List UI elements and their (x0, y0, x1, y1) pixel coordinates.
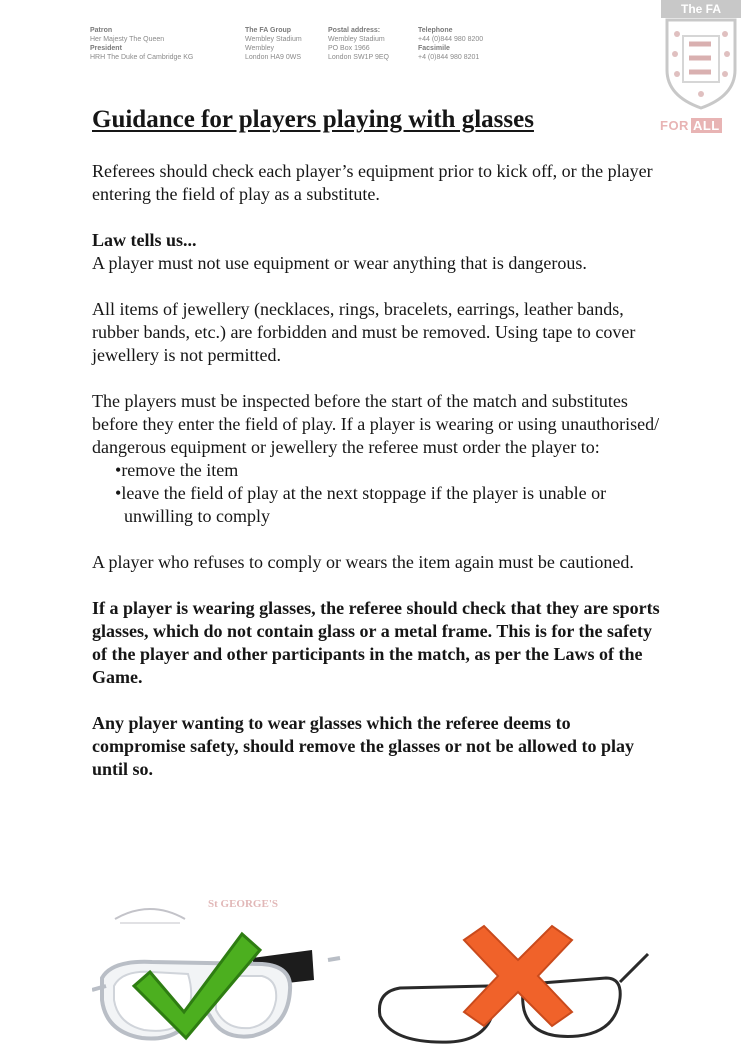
letterhead-group: The FA Group Wembley Stadium Wembley London HA9 0WS (245, 27, 302, 61)
paragraph-equipment-check: Referees should check each player’s equipment prior to kick off, or the player entering the field of play as a substitute. (92, 161, 653, 204)
paragraph-caution: A player who refuses to comply or wears the item again must be cautioned. (92, 552, 634, 572)
list-item: •remove the item (115, 460, 239, 480)
crest-label: The FA (661, 0, 741, 18)
order-list (92, 459, 662, 528)
paragraph-dangerous: A player must not use equipment or wear anything that is dangerous. (92, 253, 587, 273)
letterhead-postal: Postal address: Wembley Stadium PO Box 1966 London SW1P 9EQ (328, 27, 389, 61)
guidance-body (92, 160, 662, 781)
sports-glasses-icon (92, 920, 342, 1055)
letterhead (90, 26, 530, 78)
paragraph-sports-glasses: If a player is wearing glasses, the referee should check that they are sports glasses, which do not contain glass or a metal frame. This is for the safety of the player and other participants in the match, as per the Laws of the Game. (92, 598, 660, 687)
st-georges-logo: St GEORGE'S (208, 898, 278, 910)
for-all-logo: FOR ALL (660, 118, 720, 133)
page-title: Guidance for players playing with glasses (92, 106, 534, 133)
list-item: •leave the field of play at the next stoppage if the player is unable or unwilling to comply (115, 483, 607, 526)
paragraph-compromise-safety: Any player wanting to wear glasses which the referee deems to compromise safety, should remove the glasses or not be allowed to play until so. (92, 713, 634, 779)
letterhead-telephone: Telephone +44 (0)844 980 8200 Facsimile +4 (0)844 980 8201 (418, 27, 484, 61)
paragraph-inspection: The players must be inspected before the start of the match and substitutes before they enter the field of play. If a player is wearing or using unauthorised/ dangerous equipment or jewellery the referee must order the player to: (92, 391, 660, 457)
three-lions-crest-icon (661, 14, 741, 110)
fa-crest (661, 0, 741, 110)
paragraph-jewellery: All items of jewellery (necklaces, rings, bracelets, earrings, leather bands, rubber bands, etc.) are forbidden and must be removed. Using tape to cover jewellery is not permitted. (92, 299, 636, 365)
metal-frame-glasses-icon (372, 920, 652, 1055)
law-heading: Law tells us... (92, 230, 197, 250)
orange-cross-icon (464, 926, 572, 1026)
letterhead-patron: Patron Her Majesty The Queen President HRH The Duke of Cambridge KG (90, 27, 194, 61)
